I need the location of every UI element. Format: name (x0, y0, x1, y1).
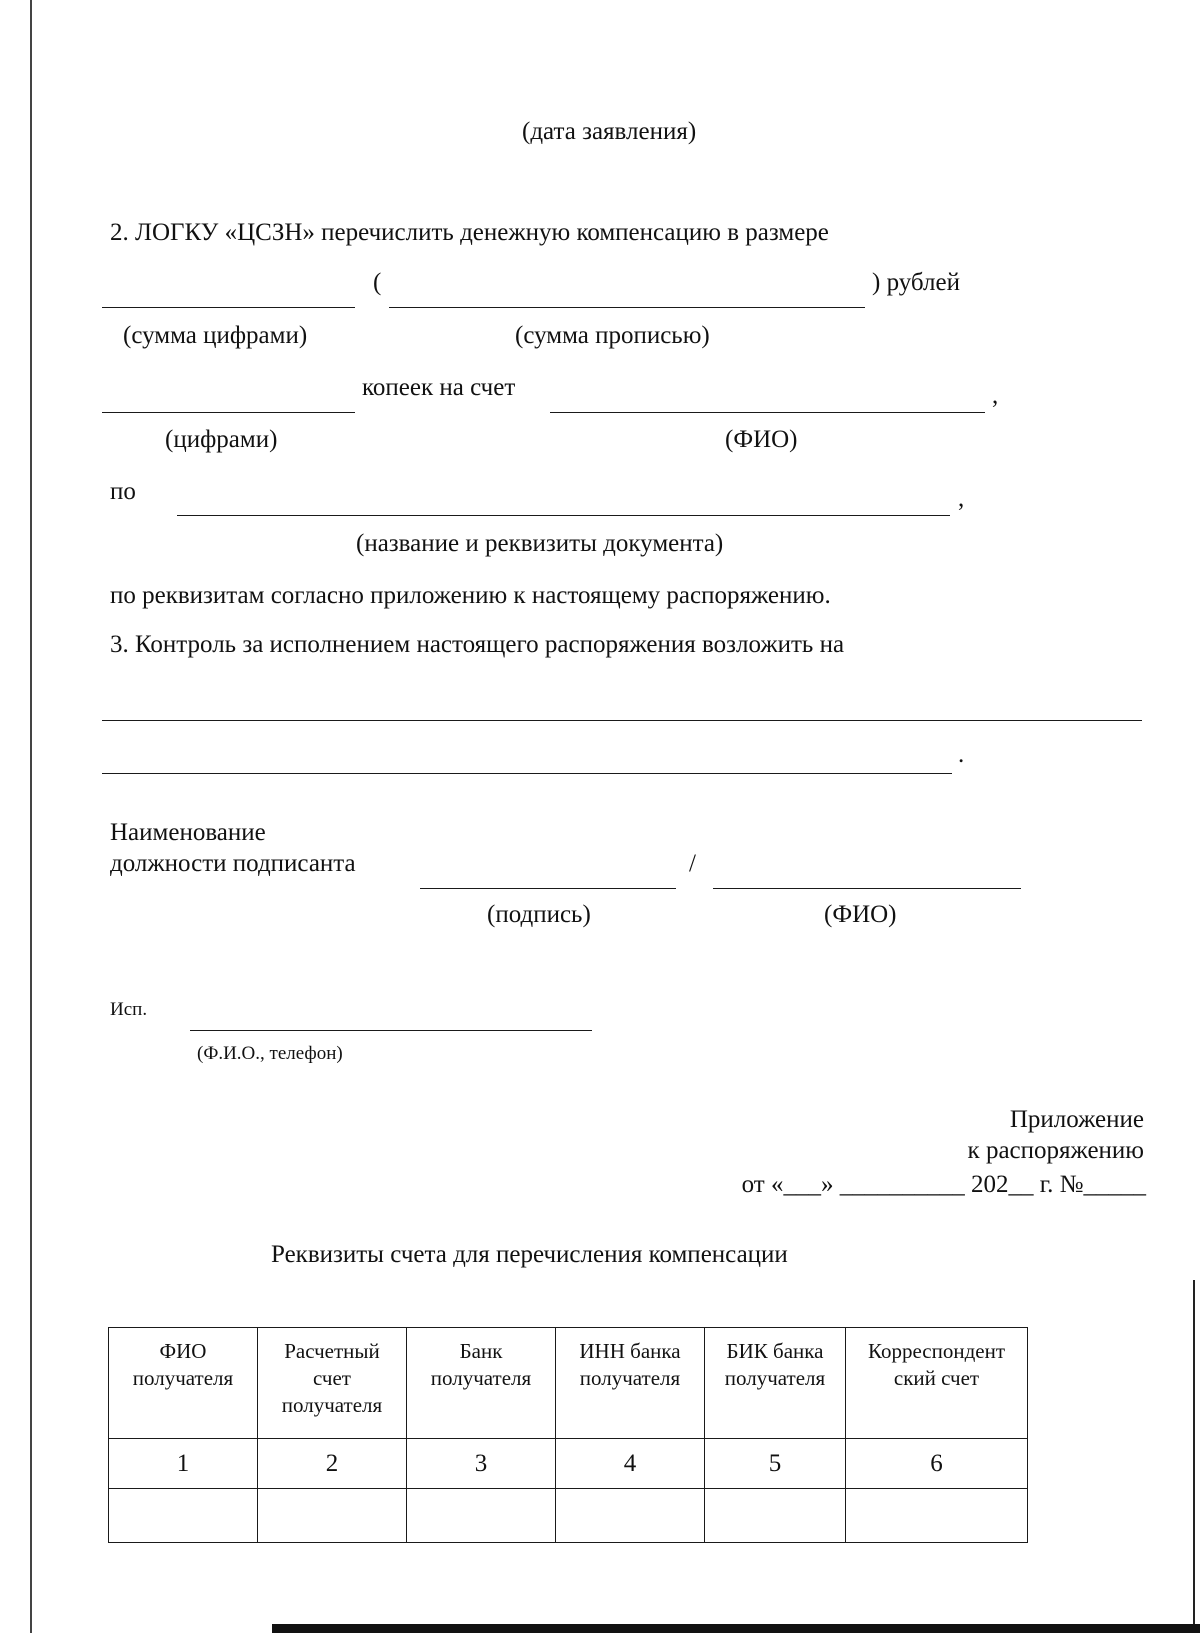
appendix-subtitle: к распоряжению (967, 1137, 1144, 1164)
document-caption: (название и реквизиты документа) (356, 530, 724, 557)
scan-bottom-bar (272, 1624, 1200, 1633)
executor-caption: (Ф.И.О., телефон) (197, 1043, 343, 1064)
item2-text: 2. ЛОГКУ «ЦСЗН» перечислить денежную компенсацию в размере (110, 219, 829, 246)
item3-text: 3. Контроль за исполнением настоящего распоряжения возложить на (110, 631, 845, 658)
period: . (958, 741, 965, 768)
signer-fio-caption: (ФИО) (824, 901, 897, 928)
header-line: ИНН банка (579, 1339, 681, 1363)
requisites-table (108, 1327, 1028, 1543)
date-caption: (дата заявления) (522, 118, 697, 145)
executor-label: Исп. (110, 999, 148, 1020)
kopecks-label: копеек на счет (362, 374, 516, 401)
header-recipient-bank (407, 1328, 556, 1439)
appendix-date-line: от «___» __________ 202__ г. №_____ (741, 1171, 1146, 1198)
signer-fio-line (713, 888, 1021, 889)
fio-caption-1: (ФИО) (725, 426, 798, 453)
header-line: Банк (459, 1339, 503, 1363)
header-recipient-fio (109, 1328, 258, 1439)
slash: / (689, 850, 696, 877)
control-line-2 (102, 773, 952, 774)
header-correspondent-account (846, 1328, 1028, 1439)
table-header-row (109, 1328, 1028, 1439)
sum-digits-line (102, 307, 355, 308)
appendix-title: Приложение (1009, 1106, 1144, 1133)
column-number: 2 (258, 1439, 407, 1489)
position-title-line2: должности подписанта (110, 850, 356, 877)
digits-caption: (цифрами) (165, 426, 278, 453)
sum-digits-caption: (сумма цифрами) (123, 322, 308, 349)
sum-words-line (389, 307, 865, 308)
sum-words-caption: (сумма прописью) (515, 322, 710, 349)
column-number: 1 (109, 1439, 258, 1489)
empty-cell (407, 1489, 556, 1543)
header-line: Расчетный (284, 1339, 380, 1363)
column-number: 5 (705, 1439, 846, 1489)
header-line: получателя (132, 1366, 234, 1390)
control-line-1 (102, 720, 1142, 721)
open-paren: ( (373, 269, 382, 296)
header-bank-bik (705, 1328, 846, 1439)
table-title: Реквизиты счета для перечисления компенсации (271, 1241, 788, 1268)
header-line: Корреспондент (867, 1339, 1006, 1363)
empty-cell (846, 1489, 1028, 1543)
executor-line (190, 1030, 592, 1031)
po-label: по (110, 478, 136, 505)
column-number: 3 (407, 1439, 556, 1489)
rubles-label: ) рублей (872, 269, 960, 296)
header-line: получателя (579, 1366, 681, 1390)
table-empty-row (109, 1489, 1028, 1543)
table-number-row (109, 1439, 1028, 1489)
header-line: получателя (724, 1366, 826, 1390)
header-line: счет (313, 1366, 351, 1390)
comma-2: , (958, 485, 965, 512)
scan-left-edge (30, 0, 32, 1633)
header-bank-inn (556, 1328, 705, 1439)
document-line (177, 515, 950, 516)
empty-cell (705, 1489, 846, 1543)
comma-1: , (992, 382, 999, 409)
header-line: ФИО (159, 1339, 207, 1363)
column-number: 6 (846, 1439, 1028, 1489)
column-number: 4 (556, 1439, 705, 1489)
account-fio-line (550, 412, 985, 413)
signature-caption: (подпись) (487, 901, 591, 928)
header-line: БИК банка (726, 1339, 824, 1363)
requisites-text: по реквизитам согласно приложению к настоящему распоряжению. (110, 582, 831, 609)
position-title-line1: Наименование (110, 819, 266, 846)
scan-right-edge (1193, 1280, 1195, 1633)
kopecks-line (102, 412, 355, 413)
header-settlement-account (258, 1328, 407, 1439)
empty-cell (556, 1489, 705, 1543)
signature-line (420, 888, 676, 889)
header-line: ский счет (893, 1366, 980, 1390)
header-line: получателя (281, 1393, 383, 1417)
header-line: получателя (430, 1366, 532, 1390)
empty-cell (109, 1489, 258, 1543)
empty-cell (258, 1489, 407, 1543)
